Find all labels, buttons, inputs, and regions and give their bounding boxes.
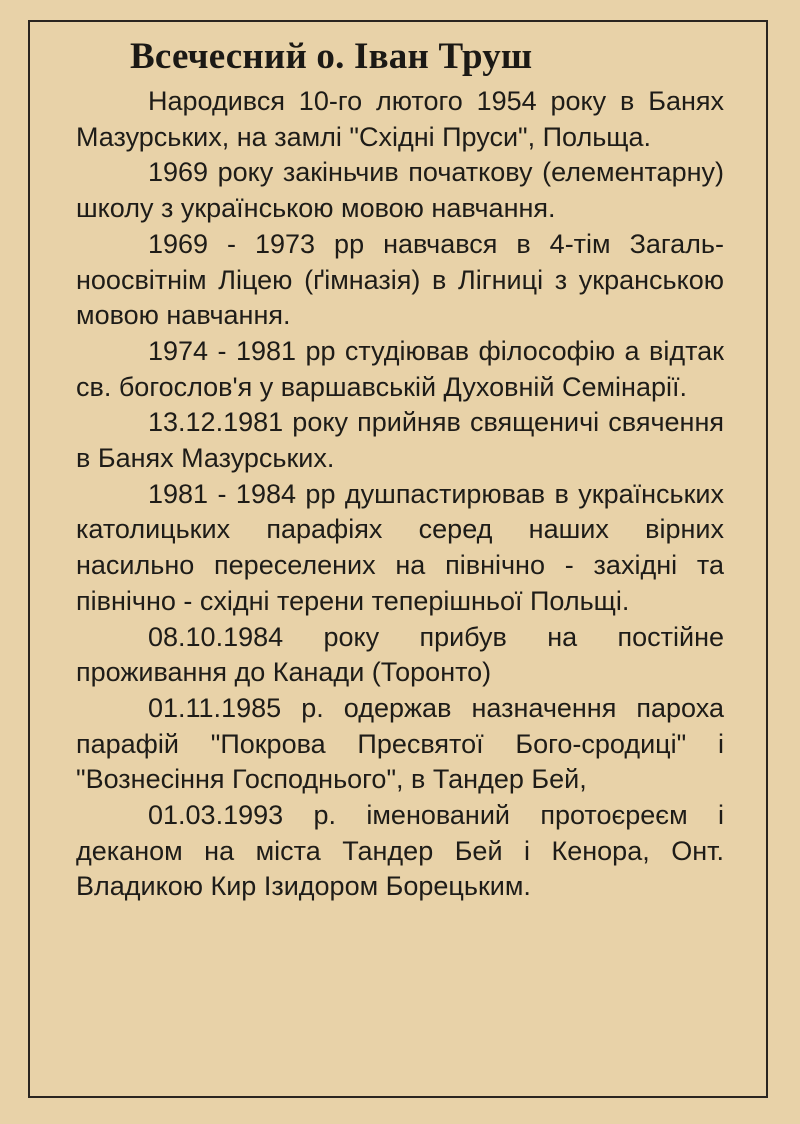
paragraph-arrival-canada: 08.10.1984 року прибув на постійне проживання до Канади (Торонто): [76, 621, 724, 688]
paragraph-elementary-school: 1969 року закіньчив початкову (елементарну) школу з українською мовою навчання.: [76, 157, 724, 224]
paragraph-pastoral-work: 1981 - 1984 рр душпастирював в українських католицьких парафіях серед наших вірних насильно переселених на північно - західні та північно - східні терени теперішньої Польщі.: [76, 478, 724, 616]
paragraph-seminary: 1974 - 1981 рр студіював філософію а відтак св. богослов'я у варшавській Духовній Семінарії.: [76, 335, 724, 402]
paragraph-lyceum: 1969 - 1973 рр навчався в 4-тім Загаль-ноосвітнім Ліцею (ґімназія) в Лігниці з укранською мовою навчання.: [76, 228, 724, 331]
page-title: Всечесний о. Іван Труш: [130, 36, 533, 77]
biography-text: [76, 84, 724, 905]
paragraph-dean-appointment: 01.03.1993 р. іменований протоєреєм і деканом на міста Тандер Бей і Кенора, Онт. Владикою Кир Ізидором Борецьким.: [76, 800, 724, 902]
paragraph-parish-appointment: 01.11.1985 р. одержав назначення пароха парафій "Покрова Пресвятої Бого-сродиці" і "Вознесіння Господнього", в Тандер Бей,: [76, 692, 724, 795]
paragraph-birth: Народився 10-го лютого 1954 року в Банях Мазурських, на замлі "Східні Пруси", Польща.: [76, 86, 724, 152]
paragraph-ordination: 13.12.1981 року прийняв священичі свячення в Банях Мазурських.: [76, 407, 724, 474]
